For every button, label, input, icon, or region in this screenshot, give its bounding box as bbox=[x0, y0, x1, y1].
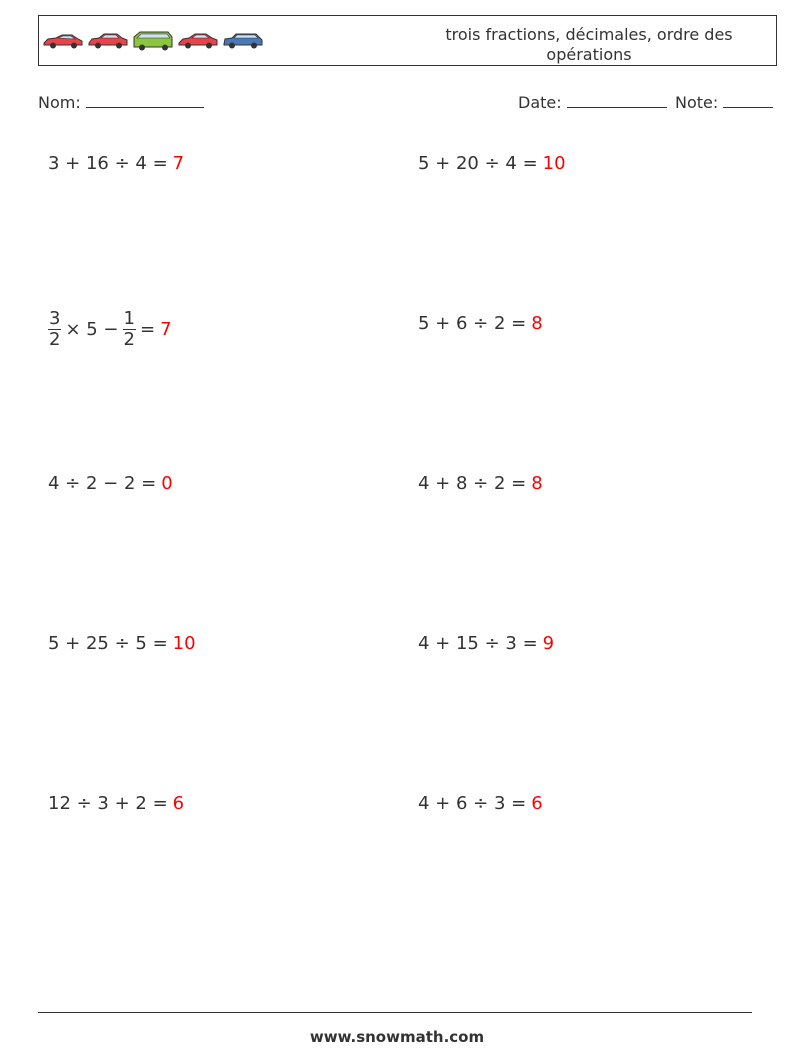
problem-answer: 0 bbox=[161, 472, 173, 494]
problem-expression: 5 + 20 ÷ 4 = bbox=[418, 152, 538, 174]
problem-5 bbox=[48, 453, 173, 513]
date-field[interactable] bbox=[518, 93, 667, 112]
problem-6 bbox=[418, 453, 543, 513]
header-box bbox=[38, 15, 777, 66]
problem-9 bbox=[48, 773, 184, 833]
name-field[interactable] bbox=[38, 93, 204, 112]
problem-1 bbox=[48, 133, 184, 193]
problem-answer: 6 bbox=[172, 792, 185, 814]
red-car-icon bbox=[42, 33, 84, 49]
problem-expression: 4 + 8 ÷ 2 = bbox=[418, 472, 527, 494]
fraction-numerator: 1 bbox=[123, 307, 135, 329]
problem-expression: 5 + 6 ÷ 2 = bbox=[418, 312, 527, 334]
problem-expression: 12 ÷ 3 + 2 = bbox=[48, 792, 168, 814]
car-icons-row bbox=[42, 28, 267, 54]
problem-10 bbox=[418, 773, 543, 833]
red-car-icon bbox=[177, 33, 219, 49]
problem-answer: 6 bbox=[531, 792, 543, 814]
problem-expression: 4 + 6 ÷ 3 = bbox=[418, 792, 527, 814]
footer-divider bbox=[38, 1012, 752, 1013]
problem-expression: 4 + 15 ÷ 3 = bbox=[418, 632, 538, 654]
name-blank-line bbox=[86, 93, 204, 108]
problem-expression: 4 ÷ 2 − 2 = bbox=[48, 472, 157, 494]
green-van-icon bbox=[132, 31, 174, 51]
problem-answer: 7 bbox=[160, 318, 172, 340]
blue-car-icon bbox=[222, 33, 264, 49]
problem-answer: 10 bbox=[542, 152, 566, 174]
problem-4 bbox=[418, 293, 543, 353]
score-blank-line bbox=[723, 93, 773, 108]
score-label: Note: bbox=[675, 93, 719, 112]
equals-sign: = bbox=[139, 318, 156, 340]
problem-answer: 9 bbox=[542, 632, 555, 654]
problem-expression: 5 + 25 ÷ 5 = bbox=[48, 632, 168, 654]
red-car-icon bbox=[87, 33, 129, 49]
fraction bbox=[123, 309, 136, 350]
fraction bbox=[48, 309, 61, 350]
problem-8 bbox=[418, 613, 554, 673]
fraction-denominator: 2 bbox=[49, 328, 61, 350]
name-label: Nom: bbox=[38, 93, 81, 112]
footer-url[interactable]: www.snowmath.com bbox=[309, 1028, 485, 1046]
problem-expression-middle: × 5 − bbox=[65, 318, 119, 340]
fraction-numerator: 3 bbox=[49, 307, 61, 329]
fraction-denominator: 2 bbox=[123, 328, 135, 350]
problem-answer: 8 bbox=[531, 472, 543, 494]
problem-answer: 8 bbox=[531, 312, 543, 334]
date-blank-line bbox=[567, 93, 667, 108]
worksheet-title: trois fractions, décimales, ordre des opérations bbox=[445, 25, 733, 64]
problem-answer: 10 bbox=[172, 632, 196, 654]
problem-7 bbox=[48, 613, 196, 673]
problem-answer: 7 bbox=[172, 152, 185, 174]
problem-2 bbox=[418, 133, 566, 193]
problem-expression: 3 + 16 ÷ 4 = bbox=[48, 152, 168, 174]
score-field[interactable] bbox=[675, 93, 773, 112]
date-label: Date: bbox=[518, 93, 562, 112]
problem-3 bbox=[44, 299, 172, 359]
